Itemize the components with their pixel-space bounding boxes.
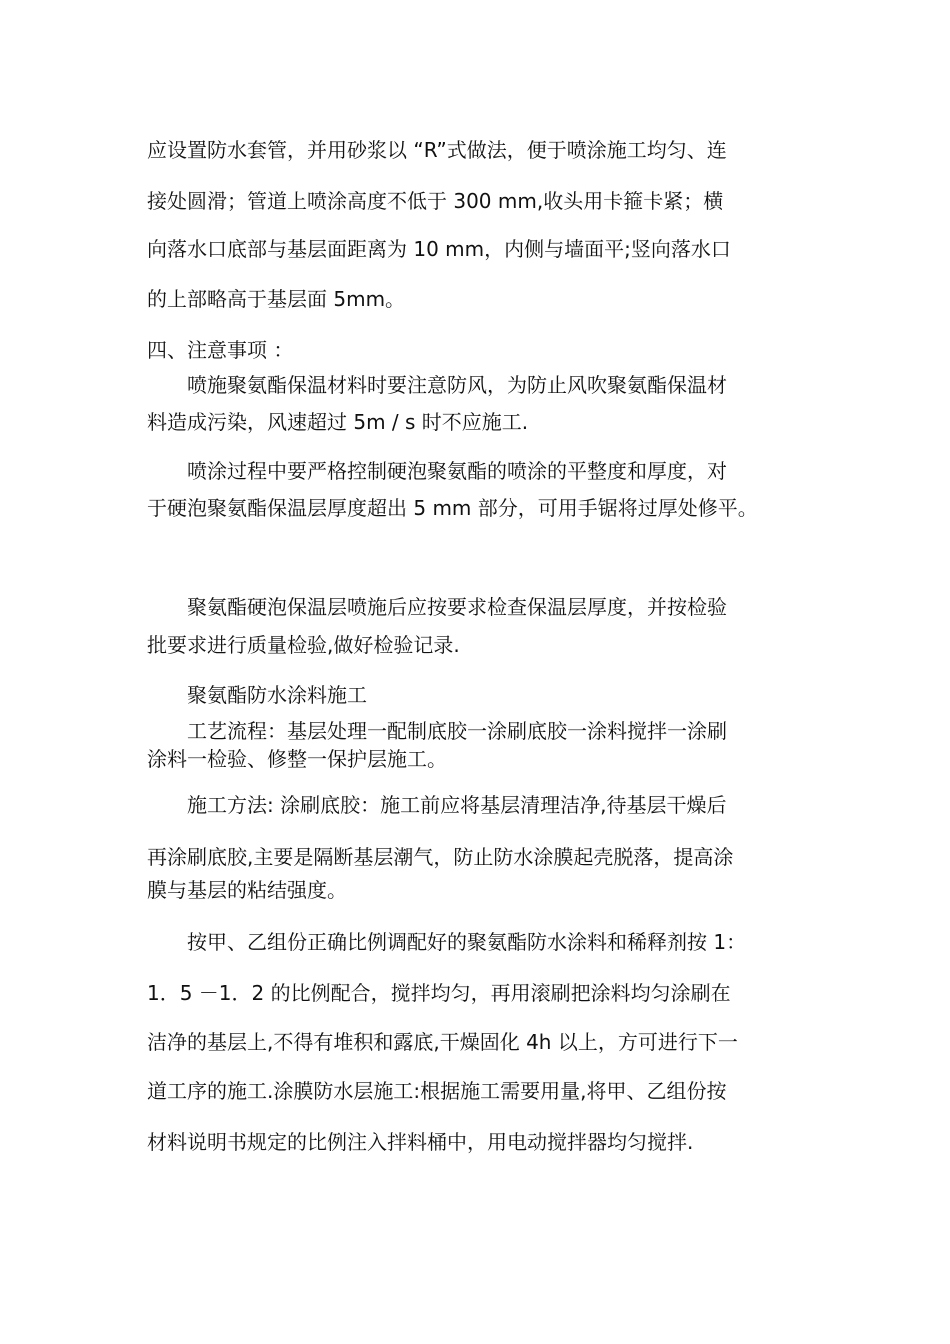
text-line-2: 接处圆滑；管道上喷涂高度不低于 300 mm,收头用卡箍卡紧；横	[147, 189, 724, 213]
subsection-heading: 聚氨酯防水涂料施工	[147, 683, 367, 707]
text-line-19: 1．5 －1．2 的比例配合，搅拌均匀，再用滚刷把涂料均匀涂刷在	[147, 981, 731, 1005]
text-line-9: 于硬泡聚氨酯保温层厚度超出 5 mm 部分，可用手锯将过厚处修平。	[147, 496, 758, 520]
text-line-8: 喷涂过程中要严格控制硬泡聚氨酯的喷涂的平整度和厚度，对	[147, 459, 727, 483]
text-line-17: 膜与基层的粘结强度。	[147, 878, 347, 902]
text-line-7: 料造成污染，风速超过 5m / s 时不应施工.	[147, 410, 529, 434]
text-line-16: 再涂刷底胶,主要是隔断基层潮气，防止防水涂膜起壳脱落，提高涂	[147, 845, 734, 869]
text-line-11: 批要求进行质量检验,做好检验记录.	[147, 633, 460, 657]
text-line-10: 聚氨酯硬泡保温层喷施后应按要求检查保温层厚度，并按检验	[147, 595, 727, 619]
text-line-13: 工艺流程：基层处理一配制底胶一涂刷底胶一涂料搅拌一涂刷	[147, 719, 727, 743]
text-line-22: 材料说明书规定的比例注入拌料桶中，用电动搅拌器均匀搅拌.	[147, 1130, 694, 1154]
text-line-4: 的上部略高于基层面 5mm。	[147, 287, 406, 311]
section-heading: 四、注意事项 ：	[147, 338, 294, 362]
text-line-1: 应设置防水套管，并用砂浆以 “R”式做法，便于喷涂施工均匀、连	[147, 138, 727, 162]
text-line-6: 喷施聚氨酯保温材料时要注意防风，为防止风吹聚氨酯保温材	[147, 373, 727, 397]
text-line-18: 按甲、乙组份正确比例调配好的聚氨酯防水涂料和稀释剂按 1：	[147, 930, 747, 954]
text-line-15: 施工方法: 涂刷底胶：施工前应将基层清理洁净,待基层干燥后	[147, 793, 727, 817]
text-line-20: 洁净的基层上,不得有堆积和露底,干燥固化 4h 以上，方可进行下一	[147, 1030, 738, 1054]
text-line-21: 道工序的施工.涂膜防水层施工:根据施工需要用量,将甲、乙组份按	[147, 1079, 727, 1103]
text-line-3: 向落水口底部与基层面距离为 10 mm，内侧与墙面平;竖向落水口	[147, 237, 731, 261]
text-line-14: 涂料一检验、修整一保护层施工。	[147, 747, 447, 771]
